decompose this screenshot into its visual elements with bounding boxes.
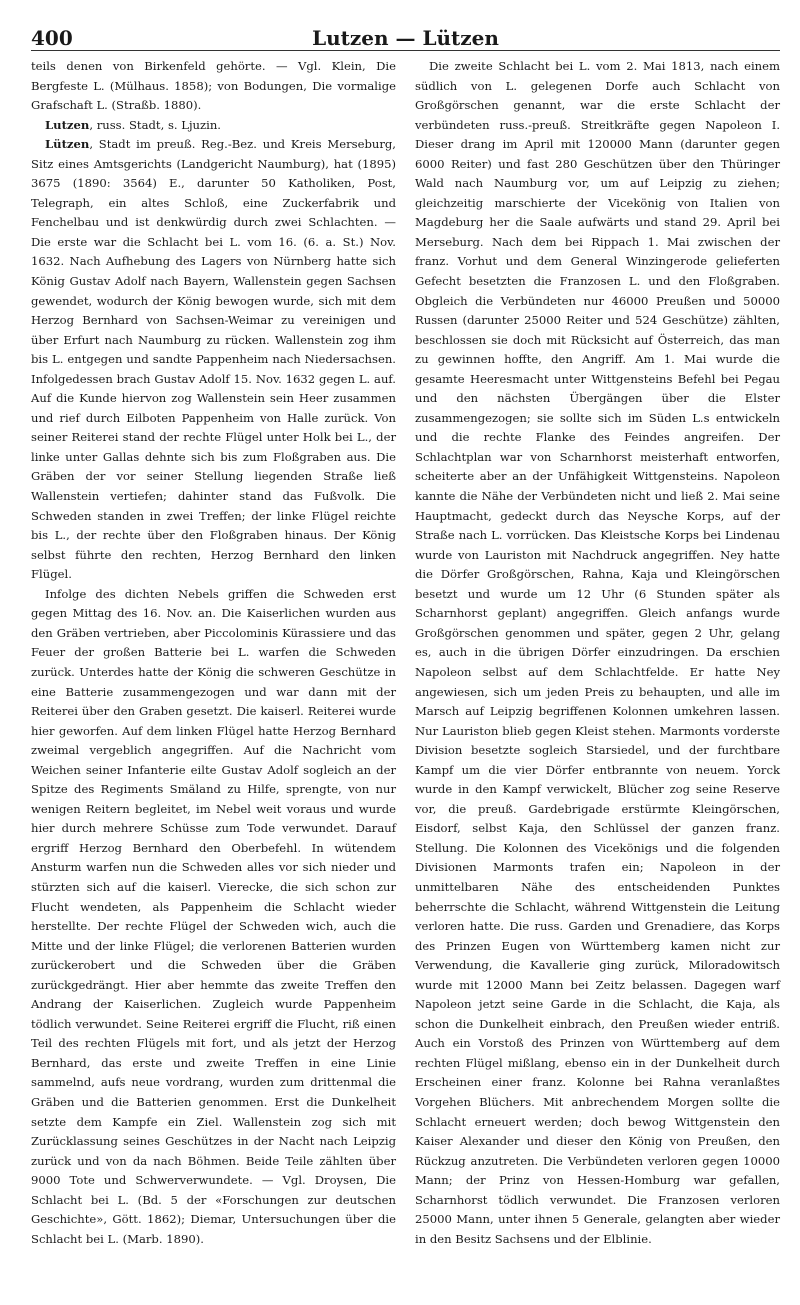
running-title: Lutzen — Lützen: [312, 26, 499, 50]
entry-continuation: teils denen von Birkenfeld gehörte. — Vgl. Klein, Die Bergfeste L. (Mülhaus. 1858); von Bodungen, Die vormalige Grafschaft L. (Straßb. 1880).: [31, 59, 396, 113]
page-number: 400: [31, 26, 73, 50]
paragraph-battle-1813: Die zweite Schlacht bei L. vom 2. Mai 1813, nach einem südlich von L. gelegenen Dorfe auch Schlacht von Großgörschen genannt, war die erste Schlacht der verbündeten russ.-preuß. Streitkräfte gegen Napoleon I. Dieser drang im April mit 120000 Mann (darunter gegen 6000 Reiter) und fast 280 Geschützen über den Thüringer Wald nach Naumburg vor, um auf Leipzig zu ziehen; gleichzeitig marschierte der Vicekönig von Italien von Magdeburg her die Saale aufwärts und stand 29. April bei Merseburg. Nach dem bei Rippach 1. Mai zwischen der franz. Vorhut und dem General Winzingerode gelieferten Gefecht besetzten die Franzosen L. und den Floßgraben. Obgleich die Verbündeten nur 46000 Preußen und 50000 Russen (darunter 25000 Reiter und 524 Geschütze) zählten, beschlossen sie doch mit Rücksicht auf Österreich, das man zu gewinnen hoffte, den Angriff. Am 1. Mai wurde die gesamte Heeresmacht unter Wittgensteins Befehl bei Pegau und den nächsten Übergängen über die Elster zusammengezogen; sie sollte sich im Süden L.s entwickeln und die rechte Flanke des Feindes angreifen. Der Schlachtplan war von Scharnhorst meisterhaft entworfen, scheiterte aber an der Unfähigkeit Wittgensteins. Napoleon kannte die Nähe der Verbündeten nicht und ließ 2. Mai seine Hauptmacht, gedeckt durch das Neysche Korps, auf der Straße nach L. vorrücken. Das Kleistsche Korps bei Lindenau wurde von Lauriston mit Nachdruck angegriffen. Ney hatte die Dörfer Großgörschen, Rahna, Kaja und Kleingörschen besetzt und wurde um 12 Uhr (6 Stunden später als Scharnhorst geplant) angegriffen. Gleich anfangs wurde Großgörschen genommen und später, gegen 2 Uhr, gelang es, auch in die übrigen Dörfer einzudringen. Da erschien Napoleon selbst auf dem Schlachtfelde. Er hatte Ney angewiesen, sich um jeden Preis zu behaupten, und alle im Marsch auf Leipzig begriffenen Kolonnen umkehren lassen. Nur Lauriston blieb gegen Kleist stehen. Marmonts vorderste Division besetzte sogleich Starsiedel, und der furchtbare Kampf um die vier Dörfer entbrannte von neuem. Yorck wurde in den Kampf verwickelt, Blücher zog seine Reserve vor, die preuß. Gardebrigade erstürmte Kleingörschen, Eisdorf, selbst Kaja, den Schlüssel der ganzen franz. Stellung. Die Kolonnen des Vicekönigs und die folgenden Divisionen Marmonts trafen ein; Napoleon in der unmittelbaren Nähe des entscheidenden Punktes beherrschte die Schlacht, während Wittgenstein die Leitung verloren hatte. Die russ. Garden und Grenadiere, das Korps des Prinzen Eugen von Württemberg kamen nicht zur Verwendung, die Kavallerie ging zurück, Miloradowitsch wurde mit 12000 Mann bei Zeitz belassen. Dagegen warf Napoleon jetzt seine Garde in die Schlacht, die Kaja, als schon die Dunkelheit einbrach, den Preußen wieder entriß. Auch ein Vorstoß des Prinzen von Württemberg auf dem rechten Flügel mißlang, ebenso ein in der Dunkelheit durch Erscheinen einer franz. Kolonne bei Rahna veranlaßtes Vorgehen Blüchers. Mit anbrechendem Morgen sollte die Schlacht erneuert werden; doch bewog Wittgenstein den Kaiser Alexander und dieser den König von Preußen, den Rückzug anzutreten. Die Verbündeten verloren gegen 10000 Mann; der Prinz von Hessen-Homburg war gefallen, Scharnhorst tödlich verwundet. Die Franzosen verloren 25000 Mann, unter ihnen 5 Generale, gelangten aber wieder in den Besitz Sachsens und der Elblinie.: [415, 59, 780, 1246]
text-columns: [31, 57, 780, 1249]
paragraph-battle-1632: Infolge des dichten Nebels griffen die Schweden erst gegen Mittag des 16. Nov. an. Die Kaiserlichen wurden aus den Gräben vertrieben, aber Piccolominis Kürassiere und das Feuer der großen Batterie bei L. warfen die Schweden zurück. Unterdes hatte der König die schweren Geschütze in eine Batterie zusammengezogen und war dann mit der Reiterei über den Graben gesetzt. Die kaiserl. Reiterei wurde hier geworfen. Auf dem linken Flügel hatte Herzog Bernhard zweimal vergeblich angegriffen. Auf die Nachricht vom Weichen seiner Infanterie eilte Gustav Adolf sogleich an der Spitze des Regiments Smäland zu Hilfe, sprengte, von nur wenigen Reitern begleitet, im Nebel weit voraus und wurde hier durch mehrere Schüsse zum Tode verwundet. Darauf ergriff Herzog Bernhard den Oberbefehl. In wütendem Ansturm warfen nun die Schweden alles vor sich nieder und stürzten sich auf die kaiserl. Vierecke, die sich schon zur Flucht wendeten, als Pappenheim die Schlacht wieder herstellte. Der rechte Flügel der Schweden wich, auch die Mitte und der linke Flügel; die verlorenen Batterien wurden zurückerobert und die Schweden über die Gräben zurückgedrängt. Hier aber hemmte das zweite Treffen den Andrang der Kaiserlichen. Zugleich wurde Pappenheim tödlich verwundet. Seine Reiterei ergriff die Flucht, riß einen Teil des rechten Flügels mit fort, und als jetzt der Herzog Bernhard, das erste und zweite Treffen in eine Linie sammelnd, aufs neue vordrang, wurden zum drittenmal die Gräben und die Batterien genommen. Erst die Dunkelheit setzte dem Kampfe ein Ziel. Wallenstein zog sich mit Zurücklassung seines Geschützes in der Nacht nach Leipzig zurück und von da nach Böhmen. Beide Teile zählten über 9000 Tote und Schwerverwundete. — Vgl. Droysen, Die Schlacht bei L. (Bd. 5 der «Forschungen zur deutschen Geschichte», Gött. 1862); Diemar, Untersuchungen über die Schlacht bei L. (Marb. 1890).: [31, 586, 396, 1246]
right-column: [415, 57, 780, 1249]
left-column: [31, 57, 396, 1249]
entry-luetzen: [31, 135, 396, 585]
entry-luetzen-text: , Stadt im preuß. Reg.-Bez. und Kreis Merseburg, Sitz eines Amtsgerichts (Landgericht Naumburg), hat (1895) 3675 (1890: 3564) E., darunter 50 Katholiken, Post, Telegraph, ein altes Schloß, eine Zuckerfabrik und Fenchelbau und ist denkwürdig durch zwei Schlachten. — Die erste war die Schlacht bei L. vom 16. (6. a. St.) Nov. 1632. Nach Aufhebung des Lagers von Nürnberg hatte sich König Gustav Adolf nach Bayern, Wallenstein gegen Sachsen gewendet, wodurch der König bewogen wurde, sich mit dem Herzog Bernhard von Sachsen-Weimar zu vereinigen und über Erfurt nach Naumburg zu rücken. Wallenstein zog ihm bis L. entgegen und sandte Pappenheim nach Niedersachsen. Infolgedessen brach Gustav Adolf 15. Nov. 1632 gegen L. auf. Auf die Kunde hiervon zog Wallenstein sein Heer zusammen und rief durch Eilboten Pappenheim von Halle zurück. Von seiner Reiterei stand der rechte Flügel unter Holk bei L., der linke unter Gallas dehnte sich bis zum Floßgraben aus. Die Gräben der vor seiner Stellung liegenden Straße ließ Wallenstein vertiefen; dahinter stand das Fußvolk. Die Schweden standen in zwei Treffen; der linke Flügel reichte bis L., der rechte über den Floßgraben hinaus. Der König selbst führte den rechten, Herzog Bernhard den linken Flügel.: [31, 137, 396, 582]
page-header: [31, 0, 780, 51]
entry-lutzen-text: , russ. Stadt, s. Ljuzin.: [89, 117, 221, 132]
entry-lutzen: [31, 116, 396, 136]
headword-luetzen: Lützen: [45, 137, 90, 152]
headword-lutzen: Lutzen: [45, 117, 90, 132]
